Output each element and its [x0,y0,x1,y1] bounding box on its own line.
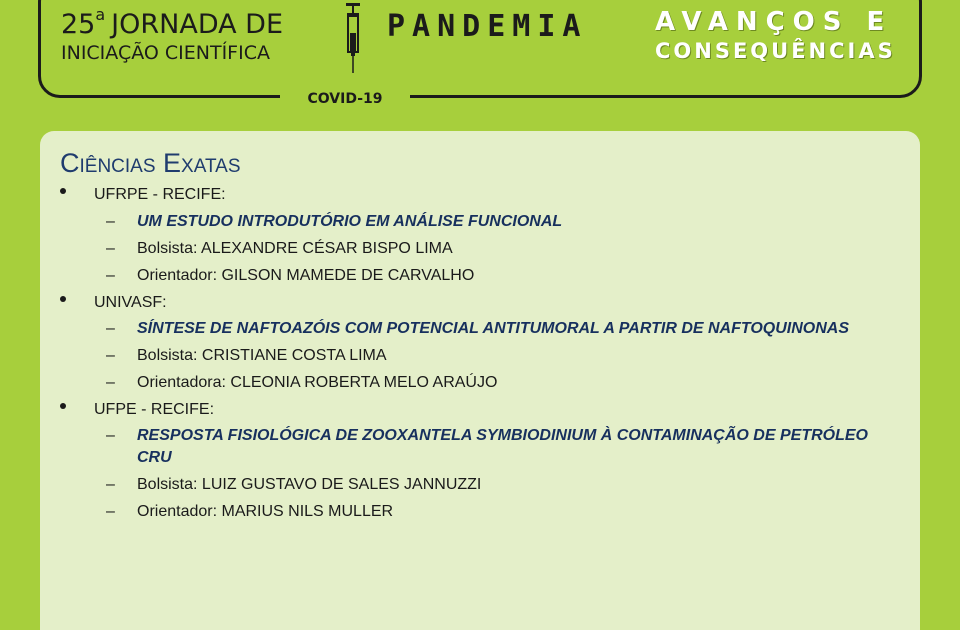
jornada-superscript: a [95,5,106,24]
bullet-icon [60,296,66,302]
pandemia-title: PANDEMIA [387,9,588,44]
dash-icon: – [106,240,115,257]
project-details [94,423,900,525]
project-title: – RESPOSTA FISIOLÓGICA DE ZOOXANTELA SYMBIODINIUM À CONTAMINAÇÃO DE PETRÓLEO CRU [106,427,868,466]
project-title: – UM ESTUDO INTRODUTÓRIO EM ANÁLISE FUNCIONAL [94,208,900,235]
institution-item [60,396,900,525]
content-panel [40,131,920,630]
dash-icon: – [106,374,115,391]
covid-label-wrap [280,87,410,111]
institution-list [60,181,900,525]
orientador: – Orientador: MARIUS NILS MULLER [94,498,900,525]
institution-name: UNIVASF: [94,293,167,311]
dash-icon: – [106,476,115,493]
dash-icon: – [106,427,115,444]
header-banner [38,0,922,98]
syringe-icon [343,3,363,73]
bolsista: – Bolsista: CRISTIANE COSTA LIMA [94,342,900,369]
project-details [94,208,900,289]
section-title: Ciências Exatas [60,148,241,178]
orientador: – Orientador: GILSON MAMEDE DE CARVALHO [94,262,900,289]
consequencias-title: CONSEQUÊNCIAS [655,39,896,63]
event-name [61,5,284,64]
project-title: – SÍNTESE DE NAFTOAZÓIS COM POTENCIAL ANTITUMORAL A PARTIR DE NAFTOQUINONAS [94,316,900,342]
dash-icon: – [106,503,115,520]
jornada-number: 25 [61,9,96,40]
dash-icon: – [106,347,115,364]
dash-icon: – [106,267,115,284]
project-details [94,316,900,396]
jornada-line [61,5,284,40]
bullet-icon [60,403,66,409]
bullet-icon [60,188,66,194]
institution-name: UFRPE - RECIFE: [94,185,226,203]
institution-item [60,289,900,396]
dash-icon: – [106,320,115,337]
covid-label: COVID-19 [307,91,383,107]
orientador: – Orientadora: CLEONIA ROBERTA MELO ARAÚJO [94,369,900,396]
jornada-text: JORNADA DE [111,9,284,40]
iniciacao-text: INICIAÇÃO CIENTÍFICA [61,42,270,64]
bolsista: – Bolsista: ALEXANDRE CÉSAR BISPO LIMA [94,235,900,262]
bolsista: – Bolsista: LUIZ GUSTAVO DE SALES JANNUZZI [94,471,900,498]
institution-item [60,181,900,289]
avancos-title: AVANÇOS E [655,7,893,37]
institution-name: UFPE - RECIFE: [94,400,215,418]
dash-icon: – [106,213,115,230]
